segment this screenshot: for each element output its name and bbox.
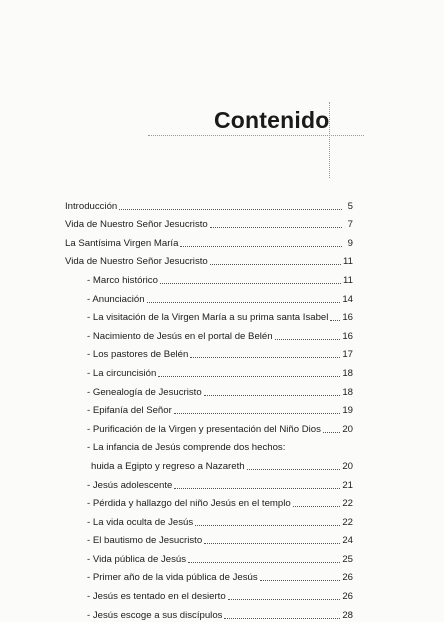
toc-dot-leader [224, 618, 340, 619]
toc-page-number: 25 [342, 553, 353, 565]
toc-dot-leader [247, 469, 341, 470]
toc-page-number: 28 [342, 609, 353, 621]
toc-page-number: 7 [347, 219, 353, 231]
toc-dot-leader [260, 580, 341, 581]
toc-page-number: 20 [342, 460, 353, 472]
toc-dot-leader [174, 413, 341, 414]
toc-dot-leader [204, 395, 341, 396]
toc-page-number: 18 [342, 367, 353, 379]
toc-entry [65, 584, 353, 603]
toc-page-number: 26 [342, 572, 353, 584]
toc-page-number: 17 [342, 349, 353, 361]
toc-page-number: 11 [343, 274, 353, 286]
toc-page-number: 9 [347, 237, 353, 249]
toc-entry [65, 343, 353, 362]
toc-entry-title: La Santísima Virgen María [65, 237, 179, 249]
toc-dot-leader [190, 357, 340, 358]
toc-entry [65, 436, 353, 455]
toc-entry-title: - La circuncisión [87, 367, 157, 379]
toc-dot-leader [158, 376, 340, 377]
toc-page-number: 14 [342, 293, 353, 305]
toc-entry [65, 194, 353, 213]
toc-dot-leader [204, 543, 340, 544]
toc-dot-leader [195, 525, 340, 526]
toc-dot-leader [210, 264, 341, 265]
toc-entry-title: - Pérdida y hallazgo del niño Jesús en el templo [87, 498, 291, 510]
toc-entry-title: huida a Egipto y regreso a Nazareth [91, 460, 245, 472]
toc-page-number: 16 [342, 312, 353, 324]
toc-entry [65, 454, 353, 473]
toc-dot-leader [210, 227, 342, 228]
toc-page-number: 16 [342, 330, 353, 342]
toc-entry-title: - Purificación de la Virgen y presentación del Niño Dios [87, 423, 321, 435]
toc-page-number: 22 [342, 498, 353, 510]
toc-entry [65, 603, 353, 622]
toc-dot-leader [293, 506, 341, 507]
toc-entry-title: - Marco histórico [87, 274, 158, 286]
toc-entry-title: Introducción [65, 200, 118, 212]
toc-entry-title: - Nacimiento de Jesús en el portal de Belén [87, 330, 273, 342]
toc-entry-title: - Anunciación [87, 293, 145, 305]
toc-dot-leader [119, 209, 342, 210]
toc-dot-leader [147, 302, 341, 303]
toc-entry [65, 417, 353, 436]
toc-entry-title: - Epifanía del Señor [87, 405, 172, 417]
toc-entry [65, 492, 353, 511]
toc-entry-title: Vida de Nuestro Señor Jesucristo [65, 256, 208, 268]
toc-entry [65, 529, 353, 548]
toc-page-number: 26 [342, 591, 353, 603]
toc-entry [65, 380, 353, 399]
toc-page-number: 24 [342, 535, 353, 547]
toc-entry [65, 268, 353, 287]
toc-page-number: 22 [342, 516, 353, 528]
toc-entry-title: - Jesús escoge a sus discípulos [87, 609, 223, 621]
toc-entry [65, 324, 353, 343]
toc-entry-title: - Genealogía de Jesucristo [87, 386, 202, 398]
toc-entry-title: - La infancia de Jesús comprende dos hechos: [87, 442, 286, 454]
toc-entry [65, 287, 353, 306]
table-of-contents [65, 194, 353, 622]
toc-entry [65, 473, 353, 492]
toc-dot-leader [180, 246, 342, 247]
toc-page-number: 5 [347, 200, 353, 212]
toc-entry-title: - Primer año de la vida pública de Jesús [87, 572, 258, 584]
toc-page-number: 21 [342, 479, 353, 491]
toc-dot-leader [174, 488, 340, 489]
toc-entry-title: - Jesús adolescente [87, 479, 173, 491]
toc-entry [65, 231, 353, 250]
toc-entry-title: - El bautismo de Jesucristo [87, 535, 203, 547]
toc-entry [65, 250, 353, 269]
toc-dot-leader [330, 320, 340, 321]
toc-entry-title: Vida de Nuestro Señor Jesucristo [65, 219, 208, 231]
toc-dot-leader [160, 283, 341, 284]
toc-entry [65, 566, 353, 585]
toc-page-number: 18 [342, 386, 353, 398]
toc-dot-leader [275, 339, 341, 340]
toc-dot-leader [228, 599, 341, 600]
toc-entry [65, 306, 353, 325]
toc-entry-title: - La visitación de la Virgen María a su prima santa Isabel [87, 312, 329, 324]
title-dotted-rule-horizontal [148, 135, 364, 136]
toc-entry-title: - Vida pública de Jesús [87, 553, 187, 565]
page-title: Contenido [214, 107, 330, 133]
toc-page-number: 11 [343, 256, 353, 268]
toc-page-number: 19 [342, 405, 353, 417]
toc-entry-title: - La vida oculta de Jesús [87, 516, 194, 528]
toc-entry [65, 510, 353, 529]
toc-entry [65, 361, 353, 380]
toc-dot-leader [188, 562, 340, 563]
toc-entry-title: - Los pastores de Belén [87, 349, 189, 361]
toc-entry [65, 213, 353, 232]
toc-entry [65, 547, 353, 566]
toc-entry [65, 399, 353, 418]
toc-entry-title: - Jesús es tentado en el desierto [87, 591, 226, 603]
toc-dot-leader [323, 432, 340, 433]
toc-page-number: 20 [342, 423, 353, 435]
